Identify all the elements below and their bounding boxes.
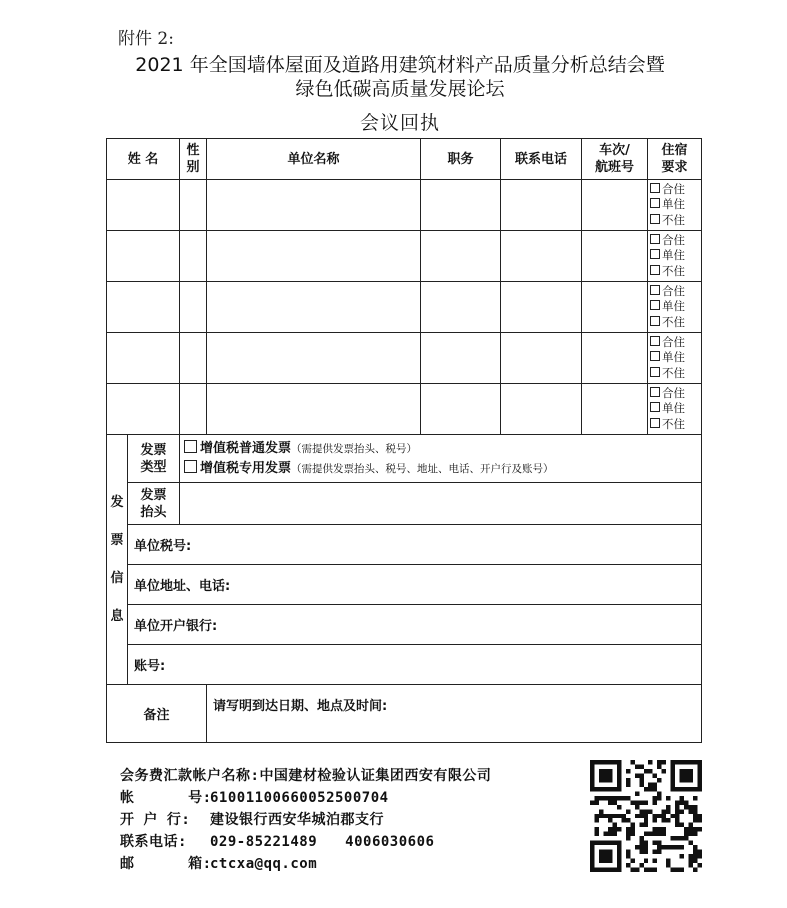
phone-cell[interactable] bbox=[501, 282, 582, 333]
option-no-room[interactable]: 不住 bbox=[650, 315, 701, 331]
checkbox-icon bbox=[650, 418, 660, 428]
name-cell[interactable] bbox=[107, 231, 180, 282]
option-shared-room[interactable]: 合住 bbox=[650, 233, 701, 249]
accommodation-cell bbox=[648, 282, 702, 333]
table-row bbox=[107, 180, 702, 231]
phone-cell[interactable] bbox=[501, 231, 582, 282]
invoice-type-options bbox=[180, 435, 702, 483]
flight-cell[interactable] bbox=[582, 333, 648, 384]
position-cell[interactable] bbox=[421, 333, 501, 384]
address-row bbox=[107, 565, 702, 605]
col-header-name: 姓 名 bbox=[107, 139, 180, 180]
checkbox-icon bbox=[650, 300, 660, 310]
invoice-title-row bbox=[107, 483, 702, 525]
footer-bank: 开 户 行: 建设银行西安华城泊郡支行 bbox=[120, 812, 384, 828]
gender-cell[interactable] bbox=[180, 333, 207, 384]
checkbox-icon bbox=[650, 265, 660, 275]
name-cell[interactable] bbox=[107, 180, 180, 231]
option-shared-room[interactable]: 合住 bbox=[650, 284, 701, 300]
tax-id-row bbox=[107, 525, 702, 565]
company-cell[interactable] bbox=[207, 282, 421, 333]
phone-cell[interactable] bbox=[501, 384, 582, 435]
company-cell[interactable] bbox=[207, 384, 421, 435]
footer-account-name: 会务费汇款帐户名称:中国建材检验认证集团西安有限公司 bbox=[120, 768, 492, 784]
checkbox-icon bbox=[650, 316, 660, 326]
checkbox-icon bbox=[184, 460, 197, 473]
accommodation-cell bbox=[648, 384, 702, 435]
checkbox-icon bbox=[650, 198, 660, 208]
col-header-gender: 性 别 bbox=[180, 139, 207, 180]
table-row bbox=[107, 282, 702, 333]
checkbox-icon bbox=[650, 351, 660, 361]
col-header-flight: 车次/ 航班号 bbox=[582, 139, 648, 180]
footer-account-no: 帐 号:61001100660052500704 bbox=[120, 790, 389, 806]
position-cell[interactable] bbox=[421, 231, 501, 282]
remark-row bbox=[107, 685, 702, 743]
option-no-room[interactable]: 不住 bbox=[650, 213, 701, 229]
gender-cell[interactable] bbox=[180, 180, 207, 231]
invoice-title-field[interactable] bbox=[180, 483, 702, 525]
account-row bbox=[107, 645, 702, 685]
footer-email: 邮 箱:ctcxa@qq.com bbox=[120, 856, 318, 872]
position-cell[interactable] bbox=[421, 384, 501, 435]
option-single-room[interactable]: 单住 bbox=[650, 350, 701, 366]
gender-cell[interactable] bbox=[180, 282, 207, 333]
option-single-room[interactable]: 单住 bbox=[650, 299, 701, 315]
option-shared-room[interactable]: 合住 bbox=[650, 386, 701, 402]
attachment-label: 附件 2: bbox=[118, 29, 174, 49]
name-cell[interactable] bbox=[107, 384, 180, 435]
document-subtitle: 会议回执 bbox=[359, 112, 440, 134]
position-cell[interactable] bbox=[421, 282, 501, 333]
remark-field[interactable]: 请写明到达日期、地点及时间: bbox=[207, 685, 702, 743]
flight-cell[interactable] bbox=[582, 384, 648, 435]
registration-form-table bbox=[106, 138, 702, 743]
company-cell[interactable] bbox=[207, 333, 421, 384]
invoice-title-label: 发票 抬头 bbox=[128, 483, 180, 525]
invoice-option-special[interactable]: 增值税专用发票（需提供发票抬头、税号、地址、电话、开户行及账号） bbox=[184, 459, 701, 479]
checkbox-icon bbox=[650, 234, 660, 244]
company-cell[interactable] bbox=[207, 231, 421, 282]
company-cell[interactable] bbox=[207, 180, 421, 231]
checkbox-icon bbox=[650, 249, 660, 259]
gender-cell[interactable] bbox=[180, 231, 207, 282]
table-header-row bbox=[107, 139, 702, 180]
flight-cell[interactable] bbox=[582, 282, 648, 333]
position-cell[interactable] bbox=[421, 180, 501, 231]
option-single-room[interactable]: 单住 bbox=[650, 401, 701, 417]
flight-cell[interactable] bbox=[582, 231, 648, 282]
table-row bbox=[107, 231, 702, 282]
tax-id-field[interactable]: 单位税号: bbox=[128, 525, 702, 565]
invoice-option-ordinary[interactable]: 增值税普通发票（需提供发票抬头、税号） bbox=[184, 439, 701, 459]
bank-row bbox=[107, 605, 702, 645]
phone-cell[interactable] bbox=[501, 180, 582, 231]
checkbox-icon bbox=[650, 183, 660, 193]
document-title-line1: 2021 年全国墙体屋面及道路用建筑材料产品质量分析总结会暨 bbox=[135, 54, 665, 76]
checkbox-icon bbox=[650, 285, 660, 295]
table-row bbox=[107, 333, 702, 384]
checkbox-icon bbox=[650, 214, 660, 224]
col-header-phone: 联系电话 bbox=[501, 139, 582, 180]
bank-field[interactable]: 单位开户银行: bbox=[128, 605, 702, 645]
footer-phone: 联系电话: 029-85221489 4006030606 bbox=[120, 834, 435, 850]
invoice-type-label: 发票 类型 bbox=[128, 435, 180, 483]
name-cell[interactable] bbox=[107, 333, 180, 384]
option-no-room[interactable]: 不住 bbox=[650, 366, 701, 382]
checkbox-icon bbox=[650, 367, 660, 377]
checkbox-icon bbox=[184, 440, 197, 453]
name-cell[interactable] bbox=[107, 282, 180, 333]
table-row bbox=[107, 384, 702, 435]
remark-label: 备注 bbox=[107, 685, 207, 743]
document-title-line2: 绿色低碳高质量发展论坛 bbox=[295, 78, 505, 100]
option-shared-room[interactable]: 合住 bbox=[650, 335, 701, 351]
accommodation-cell bbox=[648, 231, 702, 282]
flight-cell[interactable] bbox=[582, 180, 648, 231]
col-header-company: 单位名称 bbox=[207, 139, 421, 180]
option-no-room[interactable]: 不住 bbox=[650, 264, 701, 280]
account-field[interactable]: 账号: bbox=[128, 645, 702, 685]
checkbox-icon bbox=[650, 336, 660, 346]
accommodation-cell bbox=[648, 333, 702, 384]
invoice-section-label: 发 票 信 息 bbox=[107, 435, 128, 685]
gender-cell[interactable] bbox=[180, 384, 207, 435]
phone-cell[interactable] bbox=[501, 333, 582, 384]
option-single-room[interactable]: 单住 bbox=[650, 197, 701, 213]
col-header-accommodation: 住宿 要求 bbox=[648, 139, 702, 180]
option-shared-room[interactable]: 合住 bbox=[650, 182, 701, 198]
invoice-type-row bbox=[107, 435, 702, 483]
checkbox-icon bbox=[650, 387, 660, 397]
qr-code-icon bbox=[590, 760, 702, 872]
option-no-room[interactable]: 不住 bbox=[650, 417, 701, 433]
address-phone-field[interactable]: 单位地址、电话: bbox=[128, 565, 702, 605]
col-header-position: 职务 bbox=[421, 139, 501, 180]
checkbox-icon bbox=[650, 402, 660, 412]
accommodation-cell bbox=[648, 180, 702, 231]
option-single-room[interactable]: 单住 bbox=[650, 248, 701, 264]
